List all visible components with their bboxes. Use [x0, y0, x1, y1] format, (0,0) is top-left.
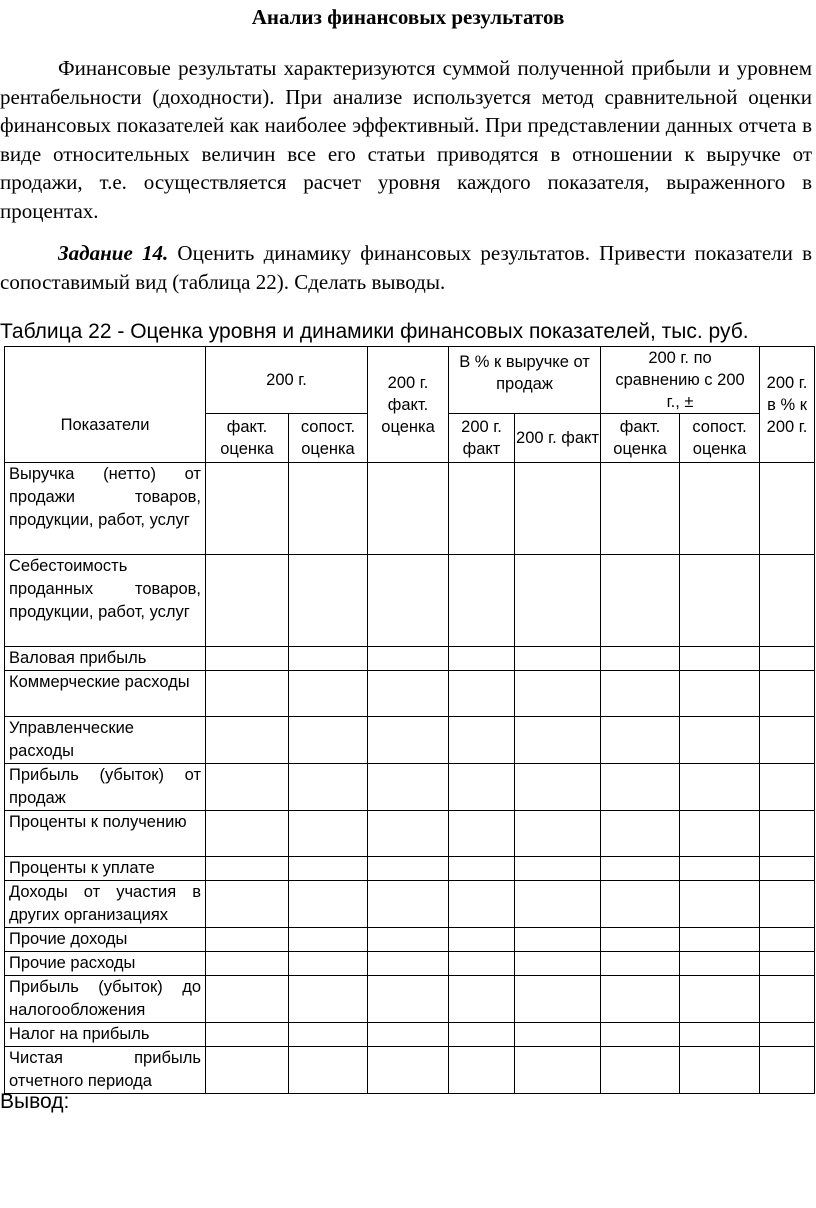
row-label: Проценты к получению	[5, 811, 206, 857]
table-cell[interactable]	[289, 811, 368, 857]
table-cell[interactable]	[601, 1023, 680, 1047]
header-fact-estimate: факт. оценка	[206, 414, 289, 463]
table-cell[interactable]	[289, 976, 368, 1023]
header-year-pct: 200 г. в % к 200 г.	[760, 347, 815, 463]
table-cell[interactable]	[368, 1047, 449, 1094]
table-cell[interactable]	[680, 555, 760, 647]
table-cell[interactable]	[449, 881, 515, 928]
table-cell[interactable]	[760, 976, 815, 1023]
table-row	[5, 555, 815, 647]
table-cell[interactable]	[289, 952, 368, 976]
table-cell[interactable]	[601, 976, 680, 1023]
table-cell[interactable]	[368, 928, 449, 952]
row-label: Доходы от участия в других организациях	[5, 881, 206, 928]
row-label: Прочие доходы	[5, 928, 206, 952]
task-label: Задание 14.	[58, 241, 169, 265]
table-row	[5, 928, 815, 952]
table-row	[5, 976, 815, 1023]
table-cell[interactable]	[368, 463, 449, 555]
header-year1: 200 г.	[206, 347, 368, 414]
table-cell[interactable]	[515, 976, 601, 1023]
table-cell[interactable]	[601, 764, 680, 811]
table-cell[interactable]	[206, 881, 289, 928]
header-year2-fact: 200 г. факт. оценка	[368, 347, 449, 463]
table-cell[interactable]	[368, 952, 449, 976]
table-row	[5, 952, 815, 976]
table-cell[interactable]	[601, 671, 680, 717]
table-cell[interactable]	[206, 976, 289, 1023]
header-comparable-estimate-2: сопост. оценка	[680, 414, 760, 463]
table-cell[interactable]	[515, 1047, 601, 1094]
table-cell[interactable]	[449, 1023, 515, 1047]
row-label: Прибыль (убыток) от продаж	[5, 764, 206, 811]
table-row	[5, 1023, 815, 1047]
row-label: Валовая прибыль	[5, 647, 206, 671]
table-cell[interactable]	[368, 881, 449, 928]
table-cell[interactable]	[680, 811, 760, 857]
header-comparison: 200 г. по сравнению с 200 г., ±	[601, 347, 760, 414]
table-body	[5, 463, 815, 1094]
table-cell[interactable]	[206, 1023, 289, 1047]
table-row	[5, 857, 815, 881]
table-row	[5, 1047, 815, 1094]
table-cell[interactable]	[289, 928, 368, 952]
table-cell[interactable]	[760, 1023, 815, 1047]
table-cell[interactable]	[449, 1047, 515, 1094]
table-cell[interactable]	[601, 811, 680, 857]
intro-paragraph	[0, 54, 812, 226]
table-cell[interactable]	[760, 555, 815, 647]
table-cell[interactable]	[449, 952, 515, 976]
table-cell[interactable]	[680, 717, 760, 764]
row-label: Проценты к уплате	[5, 857, 206, 881]
table-cell[interactable]	[289, 881, 368, 928]
table-cell[interactable]	[368, 857, 449, 881]
table-cell[interactable]	[601, 463, 680, 555]
task-paragraph	[0, 239, 812, 296]
table-cell[interactable]	[515, 764, 601, 811]
table-cell[interactable]	[449, 928, 515, 952]
header-year-fact-b: 200 г. факт	[515, 414, 601, 463]
table-cell[interactable]	[206, 952, 289, 976]
table-cell[interactable]	[760, 671, 815, 717]
table-cell[interactable]	[206, 1047, 289, 1094]
table-cell[interactable]	[680, 928, 760, 952]
table-cell[interactable]	[515, 928, 601, 952]
table-cell[interactable]	[368, 717, 449, 764]
table-cell[interactable]	[449, 555, 515, 647]
task-text: Оценить динамику финансовых результатов. Привести показатели в сопоставимый вид (таблица 22). Сделать выводы.	[0, 241, 812, 294]
table-cell[interactable]	[206, 811, 289, 857]
header-fact-estimate-2: факт. оценка	[601, 414, 680, 463]
table-cell[interactable]	[449, 717, 515, 764]
table-cell[interactable]	[680, 671, 760, 717]
table-cell[interactable]	[515, 717, 601, 764]
table-cell[interactable]	[680, 1023, 760, 1047]
table-row	[5, 881, 815, 928]
table-cell[interactable]	[449, 463, 515, 555]
table-cell[interactable]	[760, 647, 815, 671]
financial-results-table	[4, 346, 815, 1094]
row-label: Себестоимость проданных товаров, продукции, работ, услуг	[5, 555, 206, 647]
table-cell[interactable]	[515, 1023, 601, 1047]
document-title: Анализ финансовых результатов	[251, 5, 565, 29]
table-cell[interactable]	[368, 671, 449, 717]
table-cell[interactable]	[515, 857, 601, 881]
table-cell[interactable]	[601, 952, 680, 976]
table-cell[interactable]	[449, 647, 515, 671]
table-cell[interactable]	[449, 671, 515, 717]
intro-text: Финансовые результаты характеризуются суммой полученной прибыли и уровнем рентабельности (доходности). При анализе используется метод сравнительной оценки финансовых показателей как наиболее эффективный. При представлении данных отчета в виде относительных величин все его статьи приводятся в отношении к выручке от продажи, т.е. осуществляется расчет уровня каждого показателя, выраженного в процентах.	[0, 56, 812, 223]
table-cell[interactable]	[601, 647, 680, 671]
table-row	[5, 463, 815, 555]
table-cell[interactable]	[289, 717, 368, 764]
table-cell[interactable]	[289, 463, 368, 555]
table-cell[interactable]	[206, 928, 289, 952]
table-cell[interactable]	[760, 764, 815, 811]
table-cell[interactable]	[206, 857, 289, 881]
table-cell[interactable]	[760, 928, 815, 952]
header-indicators: Показатели	[5, 347, 206, 463]
table-cell[interactable]	[206, 647, 289, 671]
table-cell[interactable]	[368, 976, 449, 1023]
table-cell[interactable]	[289, 555, 368, 647]
table-cell[interactable]	[368, 647, 449, 671]
table-cell[interactable]	[289, 647, 368, 671]
table-cell[interactable]	[680, 764, 760, 811]
row-label: Чистая прибыль отчетного периода	[5, 1047, 206, 1094]
conclusion-label: Вывод:	[0, 1090, 70, 1113]
table-row	[5, 764, 815, 811]
table-cell[interactable]	[515, 555, 601, 647]
table-cell[interactable]	[206, 671, 289, 717]
table-row	[5, 647, 815, 671]
table-cell[interactable]	[515, 811, 601, 857]
table-cell[interactable]	[449, 811, 515, 857]
table-cell[interactable]	[760, 717, 815, 764]
header-year-fact-a: 200 г. факт	[449, 414, 515, 463]
table-cell[interactable]	[368, 555, 449, 647]
table-cell[interactable]	[601, 717, 680, 764]
table-cell[interactable]	[601, 928, 680, 952]
row-label: Прочие расходы	[5, 952, 206, 976]
table-cell[interactable]	[515, 881, 601, 928]
table-cell[interactable]	[368, 811, 449, 857]
row-label: Коммерческие расходы	[5, 671, 206, 717]
table-cell[interactable]	[515, 647, 601, 671]
table-cell[interactable]	[449, 857, 515, 881]
table-cell[interactable]	[368, 1023, 449, 1047]
row-label: Выручка (нетто) от продажи товаров, продукции, работ, услуг	[5, 463, 206, 555]
table-cell[interactable]	[760, 811, 815, 857]
table-cell[interactable]	[601, 857, 680, 881]
table-cell[interactable]	[680, 1047, 760, 1094]
table-cell[interactable]	[515, 671, 601, 717]
table-cell[interactable]	[206, 463, 289, 555]
table-cell[interactable]	[289, 764, 368, 811]
table-cell[interactable]	[760, 1047, 815, 1094]
table-row	[5, 811, 815, 857]
table-row	[5, 717, 815, 764]
table-cell[interactable]	[760, 881, 815, 928]
table-cell[interactable]	[289, 857, 368, 881]
table-row	[5, 671, 815, 717]
row-label: Налог на прибыль	[5, 1023, 206, 1047]
table-cell[interactable]	[760, 952, 815, 976]
table-cell[interactable]	[760, 857, 815, 881]
table-cell[interactable]	[206, 555, 289, 647]
table-cell[interactable]	[449, 976, 515, 1023]
table-cell[interactable]	[289, 1023, 368, 1047]
table-cell[interactable]	[760, 463, 815, 555]
table-cell[interactable]	[680, 857, 760, 881]
table-cell[interactable]	[206, 717, 289, 764]
row-label: Прибыль (убыток) до налогообложения	[5, 976, 206, 1023]
table-cell[interactable]	[515, 952, 601, 976]
table-cell[interactable]	[680, 647, 760, 671]
table-cell[interactable]	[601, 1047, 680, 1094]
table-cell[interactable]	[449, 764, 515, 811]
table-cell[interactable]	[289, 1047, 368, 1094]
table-caption: Таблица 22 - Оценка уровня и динамики финансовых показателей, тыс. руб.	[0, 320, 749, 343]
table-cell[interactable]	[515, 463, 601, 555]
table-cell[interactable]	[289, 671, 368, 717]
row-label: Управленческие расходы	[5, 717, 206, 764]
table-cell[interactable]	[601, 555, 680, 647]
table-cell[interactable]	[680, 881, 760, 928]
table-cell[interactable]	[601, 881, 680, 928]
header-pct-revenue: В % к выручке от продаж	[449, 347, 601, 414]
table-cell[interactable]	[206, 764, 289, 811]
header-comparable-estimate: сопост. оценка	[289, 414, 368, 463]
table-cell[interactable]	[680, 952, 760, 976]
table-cell[interactable]	[680, 976, 760, 1023]
table-cell[interactable]	[368, 764, 449, 811]
table-cell[interactable]	[680, 463, 760, 555]
